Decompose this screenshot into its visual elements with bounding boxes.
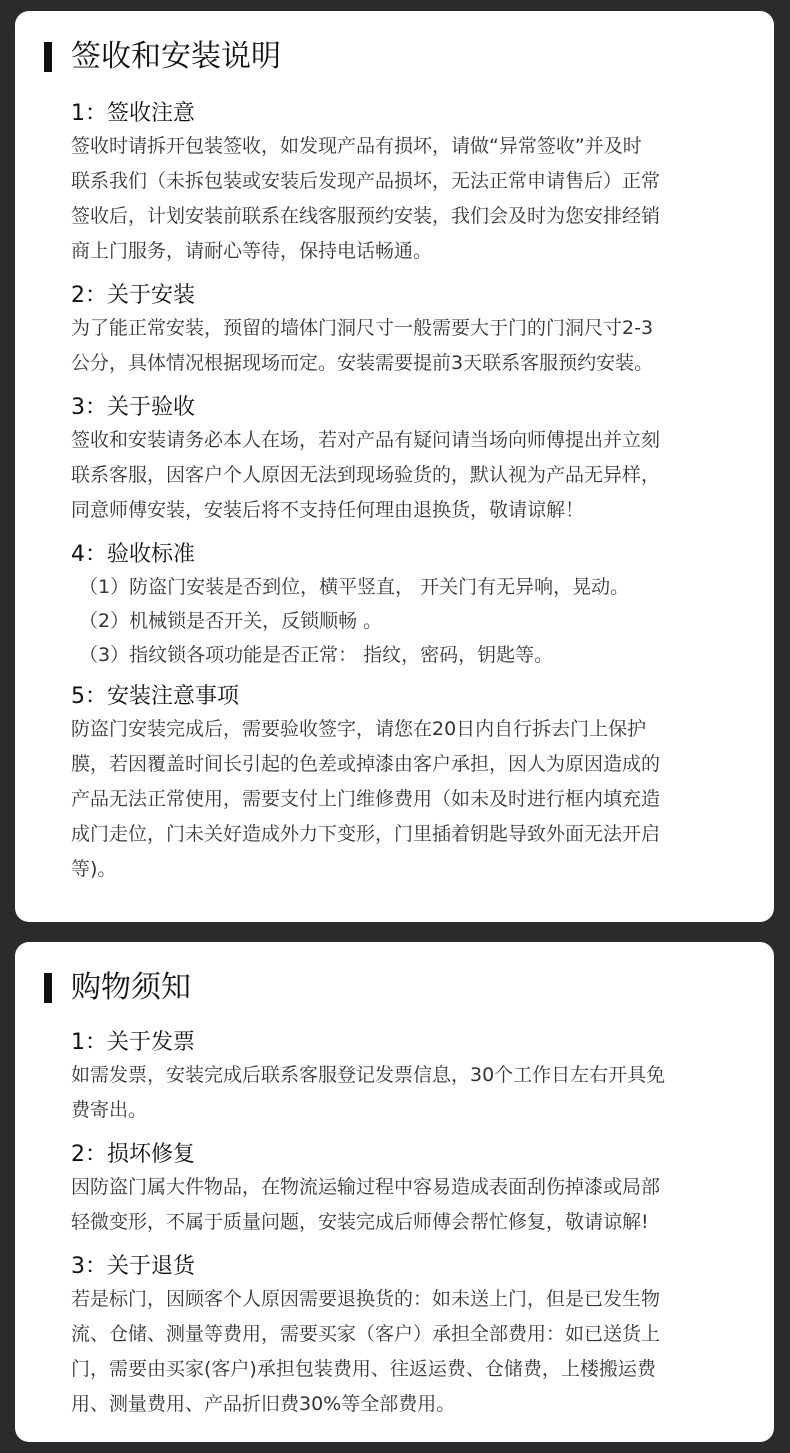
section-signing-notice xyxy=(71,99,734,269)
section-acceptance-standards xyxy=(71,540,734,672)
section-text-line: 因防盗门属大件物品，在物流运输过程中容易造成表面刮伤掉漆或局部 xyxy=(71,1176,661,1198)
section-text-line: 流、仓储、测量等费用，需要买家（客户）承担全部费用：如已送货上 xyxy=(71,1323,661,1345)
section-invoice xyxy=(71,1028,734,1128)
card-title xyxy=(71,942,734,1008)
section-text-line: 费寄出。 xyxy=(71,1099,148,1121)
section-heading: 1：签收注意 xyxy=(71,101,195,126)
section-text-line: 签收时请拆开包装签收，如发现产品有损坏，请做“异常签收”并及时 xyxy=(71,135,642,157)
section-heading: 4：验收标准 xyxy=(71,542,195,567)
section-text-line: 签收和安装请务必本人在场，若对产品有疑问请当场向师傅提出并立刻 xyxy=(71,429,661,451)
section-text-line: 同意师傅安装，安装后将不支持任何理由退换货，敬请谅解！ xyxy=(71,499,585,521)
title-bar-marker xyxy=(44,42,52,72)
card-title-text: 签收和安装说明 xyxy=(71,39,281,74)
section-acceptance xyxy=(71,393,734,528)
section-text-line: 产品无法正常使用，需要支付上门维修费用（如未及时进行框内填充造 xyxy=(71,788,661,810)
section-text-line: 防盗门安装完成后，需要验收签字，请您在20日内自行拆去门上保护 xyxy=(71,718,647,740)
section-text-line: 成门走位，门未关好造成外力下变形，门里插着钥匙导致外面无法开启 xyxy=(71,823,661,845)
section-text-line: 联系客服，因客户个人原因无法到现场验货的，默认视为产品无异样， xyxy=(71,464,661,486)
section-text-line: 联系我们（未拆包装或安装后发现产品损坏，无法正常申请售后）正常 xyxy=(71,170,661,192)
section-installation-notes xyxy=(71,682,734,887)
section-heading: 2：关于安装 xyxy=(71,283,195,308)
section-text-line: 商上门服务，请耐心等待，保持电话畅通。 xyxy=(71,240,433,262)
section-text-line: 如需发票，安装完成后联系客服登记发票信息，30个工作日左右开具免 xyxy=(71,1064,666,1086)
section-installation xyxy=(71,281,734,381)
standard-list-item: （2）机械锁是否开关，反锁顺畅 。 xyxy=(79,610,383,632)
section-text-line: 签收后，计划安装前联系在线客服预约安装，我们会及时为您安排经销 xyxy=(71,205,661,227)
section-text-line: 门，需要由买家(客户)承担包装费用、往返运费、仓储费，上楼搬运费 xyxy=(71,1358,656,1380)
card-title xyxy=(71,11,734,77)
section-text-line: 膜，若因覆盖时间长引起的色差或掉漆由客户承担，因人为原因造成的 xyxy=(71,753,661,775)
shopping-notice-card xyxy=(15,942,774,1442)
section-heading: 5：安装注意事项 xyxy=(71,684,239,709)
section-text-line: 用、测量费用、产品折旧费30%等全部费用。 xyxy=(71,1393,456,1415)
section-text-line: 轻微变形，不属于质量问题，安装完成后师傅会帮忙修复，敬请谅解! xyxy=(71,1211,649,1233)
signing-installation-card xyxy=(15,11,774,922)
section-damage-repair xyxy=(71,1140,734,1240)
section-heading: 1：关于发票 xyxy=(71,1030,195,1055)
title-bar-marker xyxy=(44,973,52,1003)
card-title-text: 购物须知 xyxy=(71,970,191,1005)
section-text-line: 若是标门，因顾客个人原因需要退换货的：如未送上门，但是已发生物 xyxy=(71,1288,661,1310)
standard-list-item: （1）防盗门安装是否到位，横平竖直， 开关门有无异响，晃动。 xyxy=(79,576,630,598)
section-heading: 3：关于退货 xyxy=(71,1254,195,1279)
section-text-line: 等)。 xyxy=(71,858,117,880)
section-text-line: 公分，具体情况根据现场而定。安装需要提前3天联系客服预约安装。 xyxy=(71,352,654,374)
section-heading: 3：关于验收 xyxy=(71,395,195,420)
section-heading: 2：损坏修复 xyxy=(71,1142,195,1167)
section-returns xyxy=(71,1252,734,1422)
section-text-line: 为了能正常安装，预留的墙体门洞尺寸一般需要大于门的门洞尺寸2-3 xyxy=(71,317,654,339)
standard-list-item: （3）指纹锁各项功能是否正常： 指纹，密码，钥匙等。 xyxy=(79,644,554,666)
